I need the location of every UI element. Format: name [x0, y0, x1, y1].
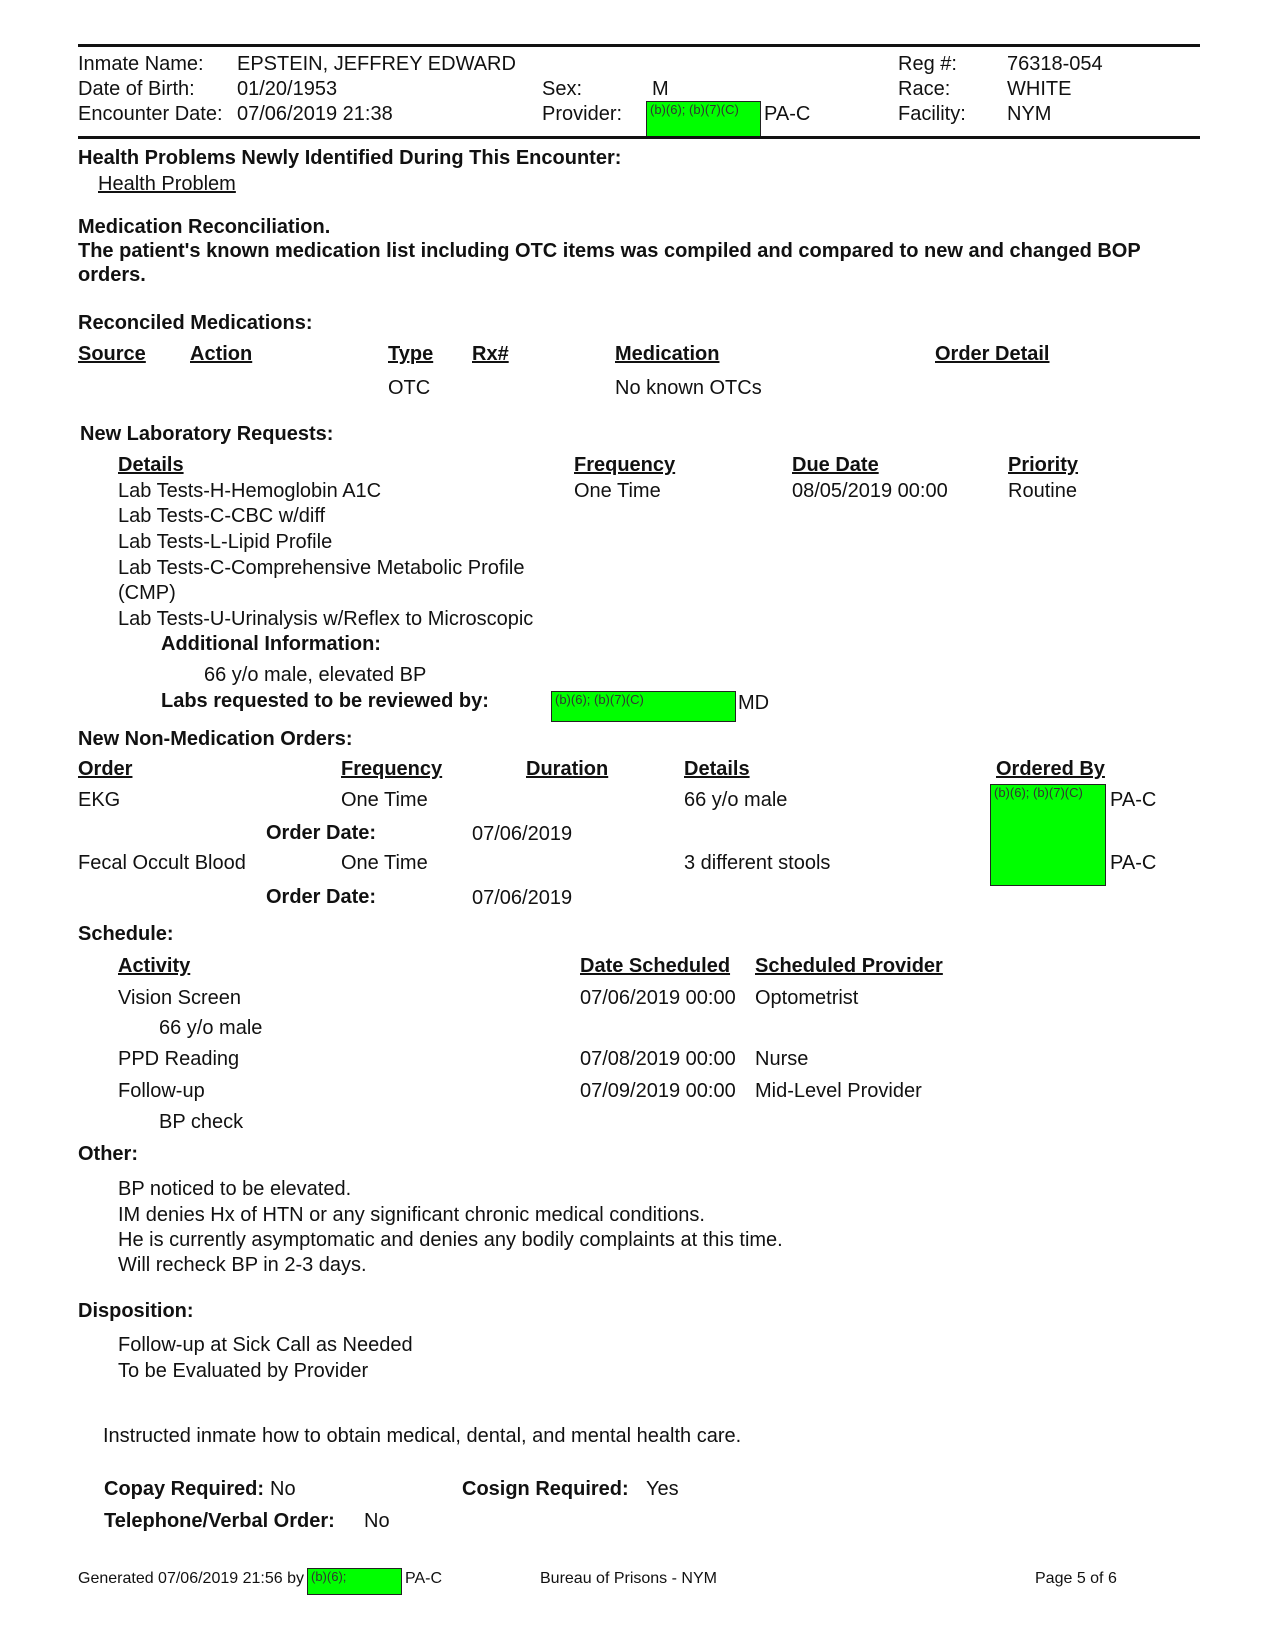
- other-heading: Other:: [78, 1143, 138, 1165]
- schedule-col-date: Date Scheduled: [580, 955, 731, 977]
- reg-label: Reg #:: [898, 53, 957, 75]
- schedule-col-activity: Activity: [118, 955, 191, 977]
- facility-label: Facility:: [898, 103, 966, 125]
- order-details: 66 y/o male: [684, 789, 788, 811]
- footer-redaction-box: (b)(6);: [307, 1568, 402, 1595]
- provider-label: Provider:: [542, 103, 623, 125]
- lab-due-date-value: 08/05/2019 00:00: [792, 480, 948, 502]
- med-rec-statement: The patient's known medication list including OTC items was compiled and compared to new and changed BOP: [78, 240, 1141, 262]
- med-rec-statement-cont: orders.: [78, 264, 146, 286]
- lab-priority-value: Routine: [1008, 480, 1077, 502]
- footer-center: Bureau of Prisons - NYM: [540, 1570, 717, 1587]
- lab-test-item: Lab Tests-C-Comprehensive Metabolic Profile: [118, 557, 525, 579]
- col-medication: Medication: [615, 343, 720, 365]
- disposition-line: Follow-up at Sick Call as Needed: [118, 1334, 413, 1356]
- order-name: Fecal Occult Blood: [78, 852, 246, 874]
- disposition-heading: Disposition:: [78, 1300, 194, 1322]
- med-type-value: OTC: [388, 377, 431, 399]
- med-rec-heading: Medication Reconciliation.: [78, 216, 331, 238]
- lab-col-frequency: Frequency: [574, 454, 676, 476]
- lab-test-item: Lab Tests-L-Lipid Profile: [118, 531, 333, 553]
- footer-page-number: Page 5 of 6: [1035, 1570, 1117, 1587]
- disposition-line: To be Evaluated by Provider: [118, 1360, 369, 1382]
- schedule-provider: Nurse: [755, 1048, 809, 1070]
- footer-suffix: PA-C: [405, 1570, 443, 1587]
- schedule-date: 07/08/2019 00:00: [580, 1048, 736, 1070]
- lab-additional-label: Additional Information:: [161, 633, 381, 655]
- lab-frequency-value: One Time: [574, 480, 661, 502]
- non-med-heading: New Non-Medication Orders:: [78, 728, 353, 750]
- schedule-date: 07/06/2019 00:00: [580, 987, 736, 1009]
- reg-value: 76318-054: [1007, 53, 1103, 75]
- other-line: Will recheck BP in 2-3 days.: [118, 1254, 367, 1276]
- lab-col-details: Details: [118, 454, 184, 476]
- other-line: He is currently asymptomatic and denies any bodily complaints at this time.: [118, 1229, 783, 1251]
- dob-value: 01/20/1953: [237, 78, 338, 100]
- schedule-activity: Follow-up: [118, 1080, 205, 1102]
- footer-generated: Generated 07/06/2019 21:56 by: [78, 1570, 304, 1587]
- telephone-label: Telephone/Verbal Order:: [104, 1510, 335, 1532]
- lab-col-priority: Priority: [1008, 454, 1079, 476]
- sex-label: Sex:: [542, 78, 583, 100]
- lab-reviewed-label: Labs requested to be reviewed by:: [161, 690, 489, 712]
- lab-reviewer-redaction-box: (b)(6); (b)(7)(C): [551, 691, 736, 722]
- header-top-rule: [78, 44, 1200, 47]
- order-ordered-by: PA-C: [1110, 852, 1157, 874]
- labs-heading: New Laboratory Requests:: [80, 423, 334, 445]
- provider-suffix: PA-C: [764, 103, 811, 125]
- col-type: Type: [388, 343, 434, 365]
- order-date-label: Order Date:: [266, 822, 377, 844]
- lab-test-item: Lab Tests-U-Urinalysis w/Reflex to Microscopic: [118, 608, 534, 630]
- schedule-activity: PPD Reading: [118, 1048, 240, 1070]
- lab-test-item: (CMP): [118, 582, 176, 604]
- lab-test-item: Lab Tests-C-CBC w/diff: [118, 505, 326, 527]
- schedule-date: 07/09/2019 00:00: [580, 1080, 736, 1102]
- col-order-detail: Order Detail: [935, 343, 1050, 365]
- other-line: IM denies Hx of HTN or any significant chronic medical conditions.: [118, 1204, 705, 1226]
- schedule-activity: Vision Screen: [118, 987, 242, 1009]
- copay-value: No: [270, 1478, 296, 1500]
- sex-value: M: [652, 78, 669, 100]
- race-label: Race:: [898, 78, 951, 100]
- encounter-date-label: Encounter Date:: [78, 103, 223, 125]
- facility-value: NYM: [1007, 103, 1052, 125]
- inmate-name-value: EPSTEIN, JEFFREY EDWARD: [237, 53, 516, 75]
- instruction-text: Instructed inmate how to obtain medical, dental, and mental health care.: [103, 1425, 742, 1447]
- cosign-label: Cosign Required:: [462, 1478, 629, 1500]
- schedule-heading: Schedule:: [78, 923, 174, 945]
- lab-col-due-date: Due Date: [792, 454, 879, 476]
- order-col-order: Order: [78, 758, 133, 780]
- health-problem-column: Health Problem: [98, 173, 236, 195]
- schedule-note: BP check: [159, 1111, 244, 1133]
- header-bottom-rule: [78, 136, 1200, 139]
- col-source: Source: [78, 343, 146, 365]
- schedule-provider: Mid-Level Provider: [755, 1080, 922, 1102]
- med-medication-value: No known OTCs: [615, 377, 762, 399]
- other-line: BP noticed to be elevated.: [118, 1178, 352, 1200]
- inmate-name-label: Inmate Name:: [78, 53, 204, 75]
- order-col-ordered-by: Ordered By: [996, 758, 1105, 780]
- order-frequency: One Time: [341, 852, 428, 874]
- order-name: EKG: [78, 789, 121, 811]
- order-date-value: 07/06/2019: [472, 887, 573, 909]
- reconciled-heading: Reconciled Medications:: [78, 312, 313, 334]
- copay-label: Copay Required:: [104, 1478, 265, 1500]
- race-value: WHITE: [1007, 78, 1072, 100]
- telephone-value: No: [364, 1510, 390, 1532]
- schedule-note: 66 y/o male: [159, 1017, 263, 1039]
- lab-additional-text: 66 y/o male, elevated BP: [204, 664, 427, 686]
- encounter-date-value: 07/06/2019 21:38: [237, 103, 393, 125]
- schedule-col-provider: Scheduled Provider: [755, 955, 943, 977]
- order-details: 3 different stools: [684, 852, 831, 874]
- order-frequency: One Time: [341, 789, 428, 811]
- order-col-duration: Duration: [526, 758, 609, 780]
- order-date-label: Order Date:: [266, 886, 377, 908]
- health-problems-heading: Health Problems Newly Identified During This Encounter:: [78, 147, 622, 169]
- order-col-frequency: Frequency: [341, 758, 443, 780]
- cosign-value: Yes: [646, 1478, 679, 1500]
- provider-redaction-box: (b)(6); (b)(7)(C): [646, 101, 761, 137]
- ordered-by-redaction-box: (b)(6); (b)(7)(C): [990, 784, 1106, 886]
- col-action: Action: [190, 343, 253, 365]
- order-col-details: Details: [684, 758, 750, 780]
- col-rx: Rx#: [472, 343, 509, 365]
- schedule-provider: Optometrist: [755, 987, 859, 1009]
- order-date-value: 07/06/2019: [472, 823, 573, 845]
- lab-test-item: Lab Tests-H-Hemoglobin A1C: [118, 480, 382, 502]
- dob-label: Date of Birth:: [78, 78, 195, 100]
- order-ordered-by: PA-C: [1110, 789, 1157, 811]
- lab-reviewer-suffix: MD: [738, 692, 770, 714]
